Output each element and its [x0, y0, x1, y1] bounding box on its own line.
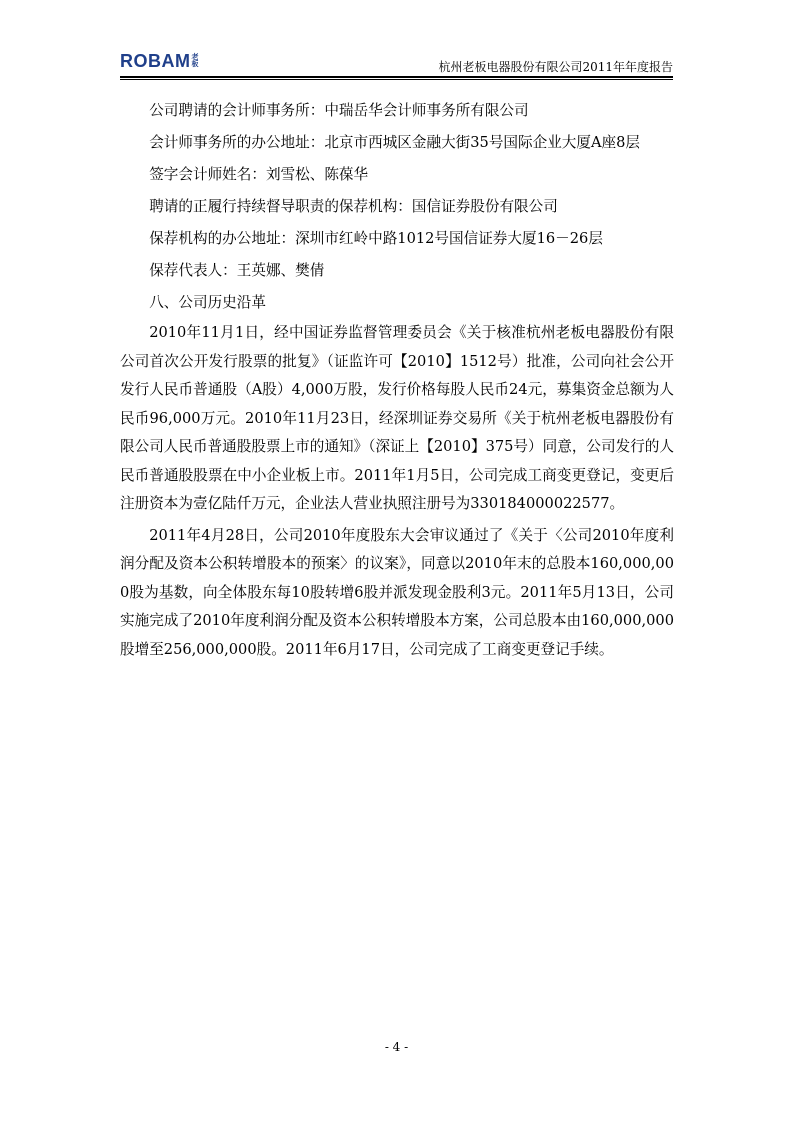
history-paragraph-dividend: 2011年4月28日，公司2010年度股东大会审议通过了《关于〈公司2010年度利润分配及资本公积转增股本的预案〉的议案》，同意以2010年末的总股本160,000,000股为基数，向全体股东每10股转增6股并派发现金股利3元。2011年5月13日，公司实施完成了2010年度利润分配及资本公积转增股本方案，公司总股本由160,000,000股增至256,000,000股。2011年6月17日，公司完成了工商变更登记手续。 [120, 526, 674, 658]
page-number: - 4 - [384, 1040, 409, 1054]
history-paragraph-ipo: 2010年11月1日，经中国证券监督管理委员会《关于核准杭州老板电器股份有限公司首次公开发行股票的批复》（证监许可【2010】1512号）批准，公司向社会公开发行人民币普通股（A股）4,000万股，发行价格每股人民币24元，募集资金总额为人民币96,000万元。2010年11月23日，经深圳证券交易所《关于杭州老板电器股份有限公司人民币普通股股票上市的通知》（深证上【2010】375号）同意，公司发行的人民币普通股股票在中小企业板上市。2011年1月5日，公司完成工商变更登记，变更后注册资本为壹亿陆仟万元，企业法人营业执照注册号为330184000022577。 [120, 324, 674, 512]
sponsor-institution: 聘请的正履行持续督导职责的保荐机构：国信证券股份有限公司 [149, 198, 558, 215]
logo-wordmark: ROBAM [120, 51, 191, 71]
accounting-firm-line: 公司聘请的会计师事务所：中瑞岳华会计师事务所有限公司 [149, 102, 529, 119]
header-divider [120, 76, 673, 80]
sponsor-representatives: 保荐代表人：王英娜、樊倩 [149, 262, 325, 279]
accounting-firm-address: 会计师事务所的办公地址：北京市西城区金融大街35号国际企业大厦A座8层 [149, 134, 640, 151]
robam-logo [120, 52, 200, 70]
report-title: 杭州老板电器股份有限公司2011年年度报告 [438, 60, 673, 74]
document-body [120, 95, 674, 664]
logo-chinese-mark: 老板 [191, 53, 199, 68]
page-header [120, 52, 673, 78]
signing-accountants: 签字会计师姓名：刘雪松、陈葆华 [149, 166, 369, 183]
section-heading: 八、公司历史沿革 [149, 294, 266, 311]
sponsor-address: 保荐机构的办公地址：深圳市红岭中路1012号国信证券大厦16－26层 [149, 230, 603, 247]
